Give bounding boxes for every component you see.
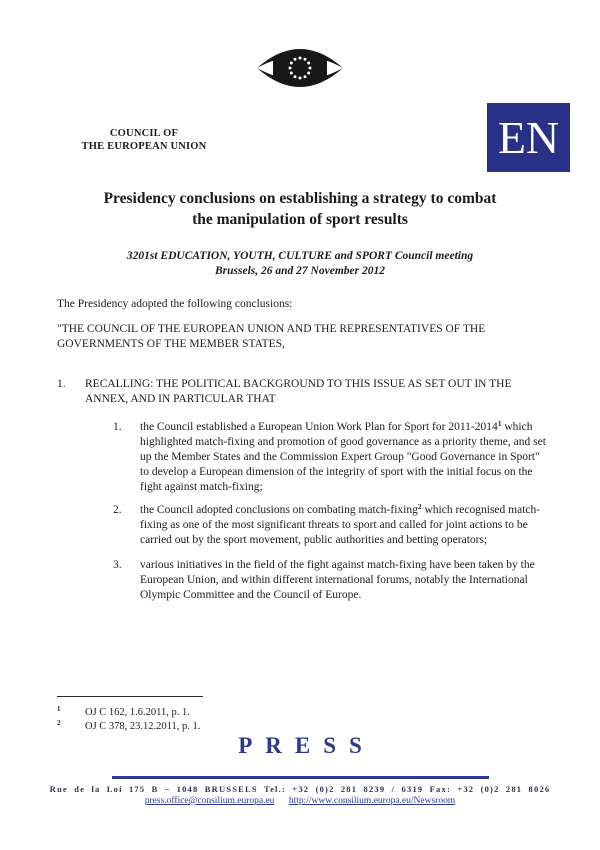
footnote-text: OJ C 378, 23.12.2011, p. 1. — [85, 721, 201, 732]
press-label: PRESS — [238, 733, 375, 758]
meeting-name: 3201st EDUCATION, YOUTH, CULTURE and SPORT Council meeting — [126, 250, 474, 262]
intro-text: The Presidency adopted the following conclusions: — [57, 298, 293, 310]
footnote-ref-2: 2 — [417, 502, 422, 511]
list-item-1 — [57, 377, 547, 407]
council-eu-logo-icon — [256, 44, 344, 92]
footnote-marker: 1 — [57, 705, 61, 713]
footnote-2 — [57, 716, 200, 734]
doc-title-line2: the manipulation of sport results — [192, 211, 408, 228]
sub-item-text: the Council adopted conclusions on combating match-fixing$^2$ which recognised match-fixing as one of the most significant threats to sport and called for joint actions to be carried out by the sport movement, public authorities and betting operators; — [140, 502, 541, 546]
meeting-info — [60, 249, 540, 279]
sub-item-text: various initiatives in the field of the fight against match-fixing have been taken by the European Union, and within different international forums, notably the International Olympic Committee and the Council of Europe. — [140, 559, 535, 601]
language-code: EN — [497, 111, 560, 163]
sub-item-number: 1. — [113, 421, 122, 433]
footnote-marker: 2 — [57, 719, 61, 727]
sub-item-1 — [113, 420, 546, 495]
opening-statement: "THE COUNCIL OF THE EUROPEAN UNION AND THE REPRESENTATIVES OF THE GOVERNMENTS OF THE MEMBER STATES, — [57, 323, 486, 350]
footnote-text: OJ C 162, 1.6.2011, p. 1. — [85, 707, 190, 718]
sub-item-number: 2. — [113, 504, 122, 516]
newsroom-website-link[interactable]: http://www.consilium.europa.eu/Newsroom — [288, 796, 456, 806]
org-name-line1: COUNCIL OF — [109, 128, 179, 139]
council-eu-logo — [256, 44, 344, 97]
language-badge — [487, 103, 570, 172]
footnote-ref-1: 1 — [497, 419, 502, 428]
doc-title — [60, 188, 540, 230]
footer-address: Rue de la Loi 175 B – 1048 BRUSSELS Tel.: +32 (0)2 281 8239 / 6319 Fax: +32 (0)2 281 8026 — [49, 784, 551, 794]
sub-item-text: the Council established a European Union Work Plan for Sport for 2011-2014$^1$ which highlighted match-fixing and promotion of good governance as a priority theme, and set up the Member States and the Commission Expert Group "Good Governance in Sport" to develop a European dimension of the integrity of sport with the initial focus on the fight against match-fixing; — [140, 419, 546, 493]
footnote-divider — [57, 696, 203, 697]
sub-item-2 — [113, 503, 546, 548]
press-divider — [112, 776, 489, 779]
doc-title-line1: Presidency conclusions on establishing a strategy to combat — [103, 190, 497, 207]
sub-item-3 — [113, 558, 546, 603]
org-name — [73, 127, 215, 153]
item-number: 1. — [57, 378, 66, 390]
press-office-email-link[interactable]: press.office@consilium.europa.eu — [144, 796, 275, 806]
item-text: RECALLING: THE POLITICAL BACKGROUND TO THIS ISSUE AS SET OUT IN THE ANNEX, AND IN PARTICULAR THAT — [85, 378, 512, 405]
sub-item-number: 3. — [113, 559, 122, 571]
org-name-line2: THE EUROPEAN UNION — [81, 141, 207, 152]
meeting-location-date: Brussels, 26 and 27 November 2012 — [215, 265, 385, 277]
footer-links — [30, 796, 570, 806]
